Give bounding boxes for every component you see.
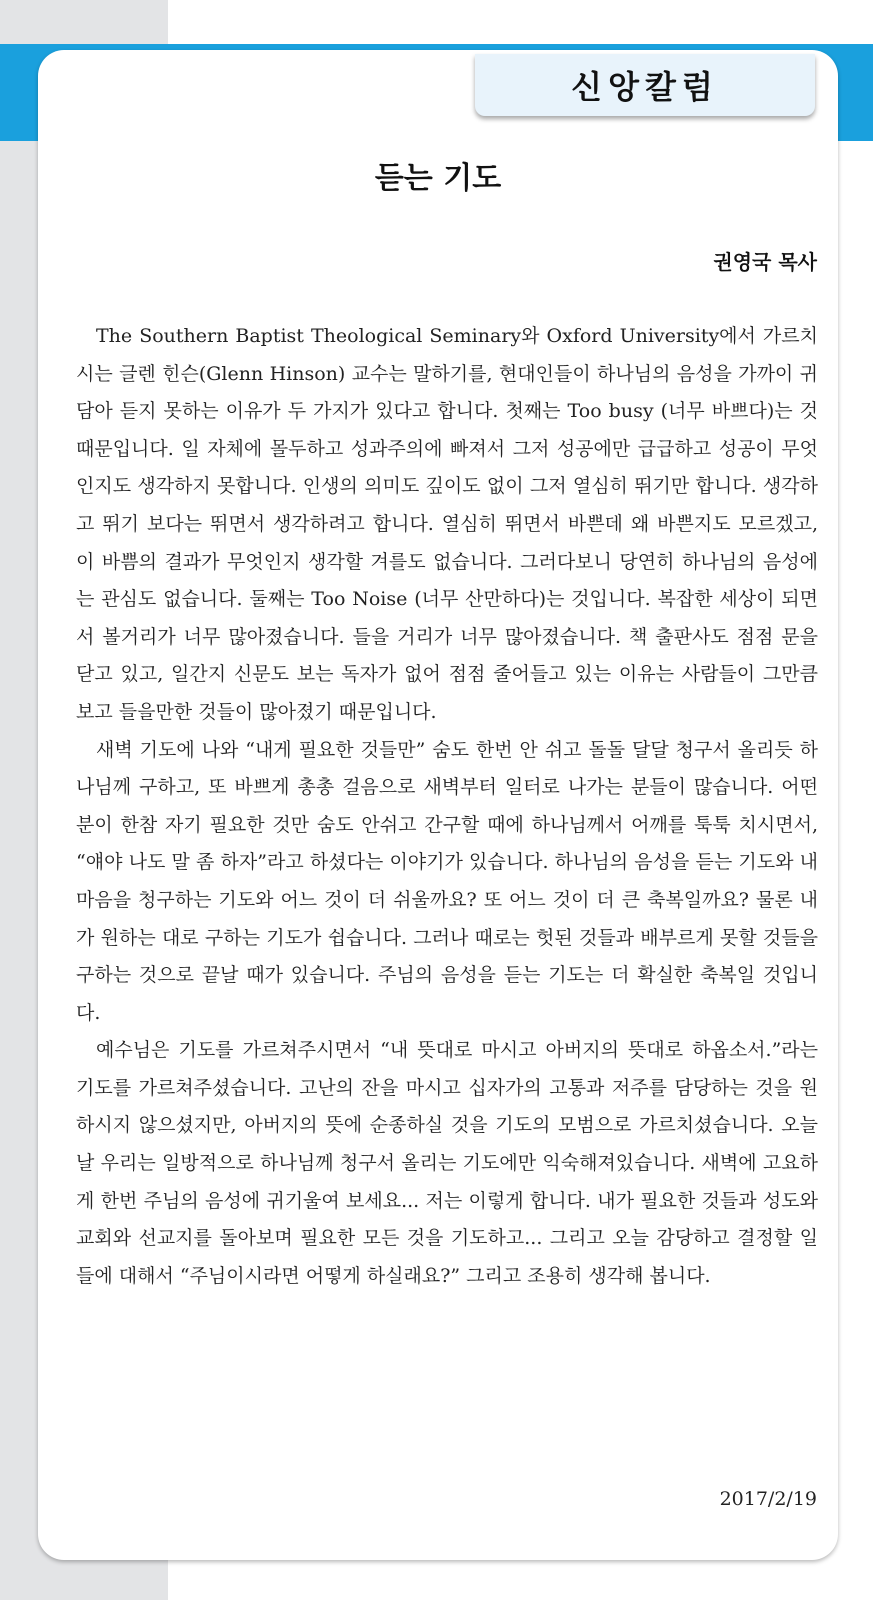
paragraph: The Southern Baptist Theological Seminary와 Oxford University에서 가르치시는 글렌 힌슨(Glenn Hinson) 교수는 말하기를, 현대인들이 하나님의 음성을 가까이 귀담아 듣지 못하는 이유가 두 가지가 있다고 합니다. 첫째는 Too busy (너무 바쁘다)는 것 때문입니다. 일 자체에 몰두하고 성과주의에 빠져서 그저 성공에만 급급하고 성공이 무엇인지도 생각하지 못합니다. 인생의 의미도 깊이도 없이 그저 열심히 뛰기만 합니다. 생각하고 뛰기 보다는 뛰면서 생각하려고 합니다. 열심히 뛰면서 바쁜데 왜 바쁜지도 모르겠고, 이 바쁨의 결과가 무엇인지 생각할 겨를도 없습니다. 그러다보니 당연히 하나님의 음성에는 관심도 없습니다. 둘째는 Too Noise (너무 산만하다)는 것입니다. 복잡한 세상이 되면서 볼거리가 너무 많아졌습니다. 들을 거리가 너무 많아졌습니다. 책 출판사도 점점 문을 닫고 있고, 일간지 신문도 보는 독자가 없어 점점 줄어들고 있는 이유는 사람들이 그만큼 보고 들을만한 것들이 많아졌기 때문입니다. bbox=[76, 325, 818, 723]
article-date: 2017/2/19 bbox=[719, 1488, 817, 1510]
article-title: 듣는 기도 bbox=[374, 161, 502, 196]
section-label-tab bbox=[475, 54, 815, 116]
article-body bbox=[76, 318, 818, 1295]
paragraph: 새벽 기도에 나와 “내게 필요한 것들만” 숨도 한번 안 쉬고 돌돌 달달 청구서 올리듯 하나님께 구하고, 또 바쁘게 총총 걸음으로 새벽부터 일터로 나가는 분들이 많습니다. 어떤 분이 한참 자기 필요한 것만 숨도 안쉬고 간구할 때에 하나님께서 어깨를 툭툭 치시면서, “얘야 나도 말 좀 하자”라고 하셨다는 이야기가 있습니다. 하나님의 음성을 듣는 기도와 내 마음을 청구하는 기도와 어느 것이 더 쉬울까요? 또 어느 것이 더 큰 축복일까요? 물론 내가 원하는 대로 구하는 기도가 쉽습니다. 그러나 때로는 헛된 것들과 배부르게 못할 것들을 구하는 것으로 끝날 때가 있습니다. 주님의 음성을 듣는 기도는 더 확실한 축복일 것입니다. bbox=[76, 738, 818, 1024]
paragraph: 예수님은 기도를 가르쳐주시면서 “내 뜻대로 마시고 아버지의 뜻대로 하옵소서.”라는 기도를 가르쳐주셨습니다. 고난의 잔을 마시고 십자가의 고통과 저주를 담당하는 것을 원하시지 않으셨지만, 아버지의 뜻에 순종하실 것을 기도의 모범으로 가르치셨습니다. 오늘날 우리는 일방적으로 하나님께 청구서 올리는 기도에만 익숙해져있습니다. 새벽에 고요하게 한번 주님의 음성에 귀기울여 보세요... 저는 이렇게 합니다. 내가 필요한 것들과 성도와 교회와 선교지를 돌아보며 필요한 모든 것을 기도하고... 그리고 오늘 감당하고 결정할 일 들에 대해서 “주님이시라면 어떻게 하실래요?” 그리고 조용히 생각해 봅니다. bbox=[76, 1039, 818, 1287]
section-label: 신앙칼럼 bbox=[571, 68, 719, 106]
article-author: 권영국 목사 bbox=[713, 250, 817, 274]
